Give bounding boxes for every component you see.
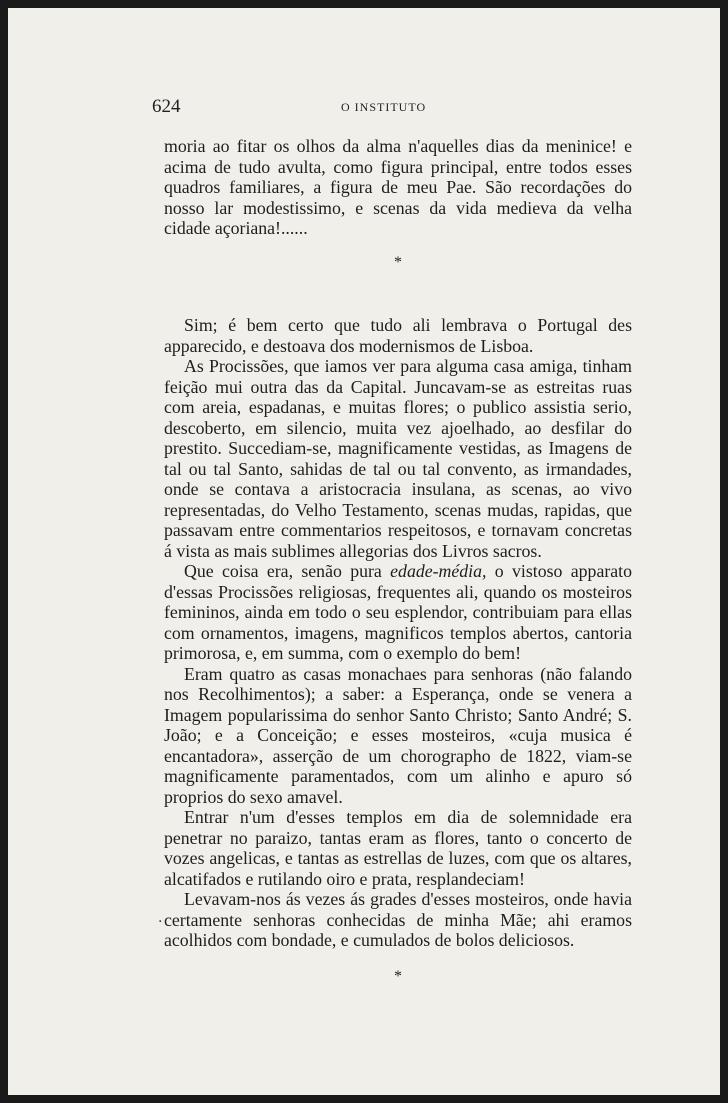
paragraph: Eram quatro as casas monachaes para senhoras (não falando nos Recolhimentos); a saber: a Esperança, onde se venera a Imagem popularissima do senhor Santo Christo; Santo André; S. João; e a Conceição; e esses mosteiros, «cuja musica é encantadora», asserção de um chorographo de 1822, viam-se magnificamente paramentados, com um alinho e apuro só proprios do sexo amavel. — [164, 663, 632, 807]
paragraph — [164, 561, 632, 664]
paragraph: Entrar n'um d'esses templos em dia de solemnidade era penetrar no paraizo, tantas eram as flores, tanto o concerto de vozes angelicas, e tantas as estrellas de luzes, com que os altares, alcatifados e rutilando oiro e prata, resplandeciam! — [164, 807, 632, 889]
running-title: O INSTITUTO — [341, 100, 427, 114]
page-number: 624 — [152, 96, 181, 117]
paragraph: Levavam-nos ás vezes ás grades d'esses mosteiros, onde havia certamente senhoras conhecidas de minha Mãe; ahi eramos acolhidos com bondade, e cumulados de bolos deliciosos. — [164, 889, 632, 950]
paragraph-text: o vistoso apparato d'essas Procissões religiosas, frequentes ali, quando os mosteiros femininos, ainda em todo o seu esplendor, contribuiam para ellas com ornamentos, imagens, magnificos templos abertos, cantoria primorosa, e, em summa, com o exemplo do bem! — [164, 561, 632, 663]
italic-term: edade-média, — [390, 561, 487, 581]
paragraph: Sim; é bem certo que tudo ali lembrava o Portugal des apparecido, e destoava dos modernismos de Lisboa. — [164, 315, 632, 356]
margin-mark: . — [158, 910, 163, 926]
paragraph: As Procissões, que iamos ver para alguma casa amiga, tinham feição mui outra das da Capital. Juncavam-se as estreitas ruas com areia, espadanas, e muitas flores; o publico assistia serio, descoberto, em silencio, muita vez ajoelhado, ao desfilar do prestito. Succediam-se, magnificamente vestidas, as Imagens de tal ou tal Santo, sahidas de tal ou tal convento, as irmandades, onde se contava a aristocracia insulana, as scenas, ao vivo representadas, do Velho Testamento, scenas mudas, rapidas, que passavam entre commentarios respeitosos, e tornavam concretas á vista as mais sublimes allegorias dos Livros sacros. — [164, 356, 632, 561]
paragraph-text: Que coisa era, senão pura — [184, 561, 391, 581]
paragraph-continuation: moria ao fitar os olhos da alma n'aquelles dias da meninice! e acima de tudo avulta, como figura principal, entre todos esses quadros familiares, a figura de meu Pae. São recordações do nosso lar modestissimo, e scenas da vida medieva da velha cidade açoriana!...... — [164, 136, 632, 238]
page-header — [152, 96, 632, 120]
body-text — [164, 136, 632, 987]
section-separator: * — [394, 967, 402, 985]
book-page — [8, 8, 720, 1095]
section-separator: * — [394, 253, 402, 271]
